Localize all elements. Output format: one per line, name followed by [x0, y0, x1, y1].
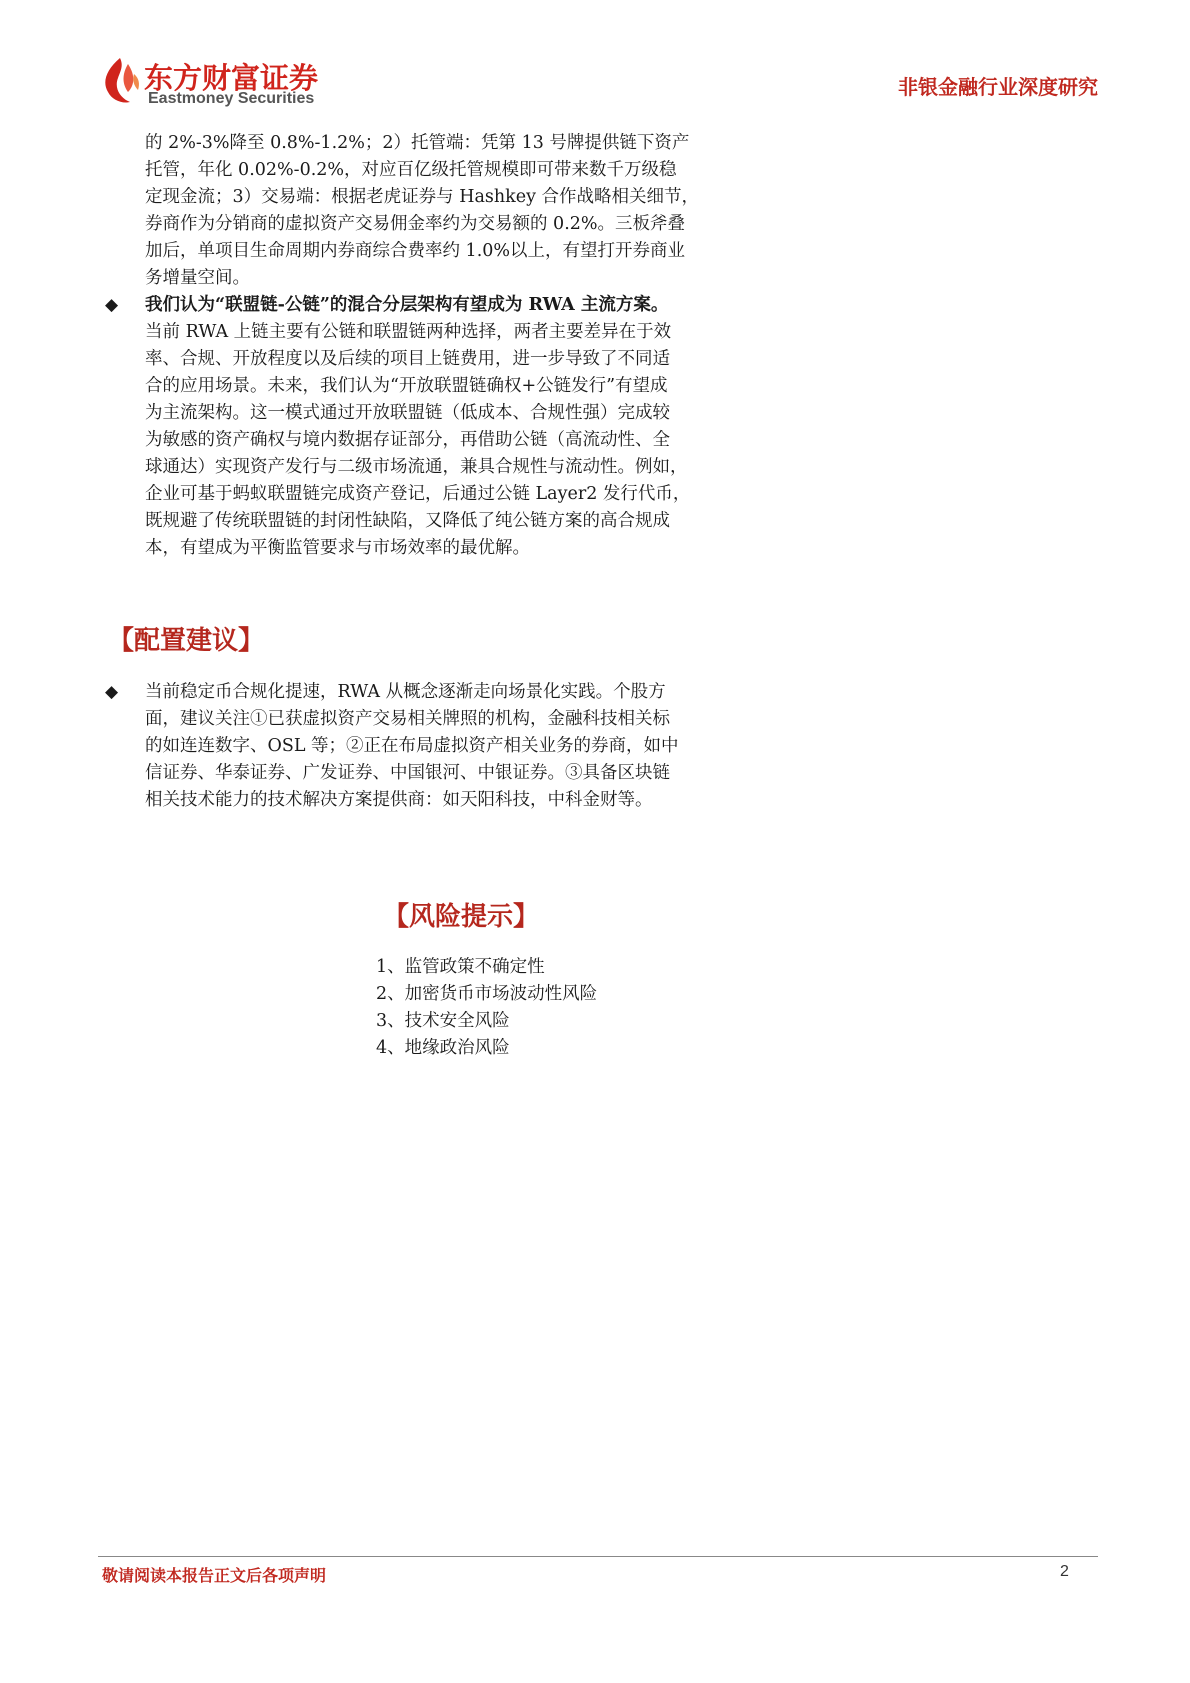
text-line: 当前 RWA 上链主要有公链和联盟链两种选择，两者主要差异在于效: [145, 322, 672, 342]
company-logo: [98, 54, 338, 110]
text-line: 率、合规、开放程度以及后续的项目上链费用，进一步导致了不同适: [145, 349, 670, 369]
text-line: 信证券、华泰证券、广发证券、中国银河、中银证券。③具备区块链: [145, 763, 670, 783]
flame-logo-icon: [98, 56, 142, 106]
bullet-heading: 我们认为“联盟链-公链”的混合分层架构有望成为 RWA 主流方案。: [145, 295, 669, 315]
text-line: 托管，年化 0.02%-0.2%，对应百亿级托管规模即可带来数千万级稳: [145, 160, 677, 180]
risk-list: [376, 954, 597, 1062]
main-content: [105, 130, 780, 562]
paragraph-architecture: [145, 319, 780, 562]
text-line: 券商作为分销商的虚拟资产交易佣金率约为交易额的 0.2%。三板斧叠: [145, 214, 686, 234]
text-line: 为主流架构。这一模式通过开放联盟链（低成本、合规性强）完成较: [145, 403, 670, 423]
diamond-bullet-icon: ◆: [105, 295, 119, 315]
text-line: 企业可基于蚂蚁联盟链完成资产登记，后通过公链 Layer2 发行代币，: [145, 484, 691, 504]
text-line: 合的应用场景。未来，我们认为“开放联盟链确权+公链发行”有望成: [145, 376, 668, 396]
text-line: 的 2%-3%降至 0.8%-1.2%；2）托管端：凭第 13 号牌提供链下资产: [145, 133, 690, 153]
list-item: 3、技术安全风险: [376, 1011, 510, 1031]
footer-divider: [98, 1556, 1098, 1557]
paragraph-fee-analysis: [145, 130, 780, 292]
text-line: 球通达）实现资产发行与二级市场流通，兼具合规性与流动性。例如，: [145, 457, 688, 477]
text-line: 本，有望成为平衡监管要求与市场效率的最优解。: [145, 538, 530, 558]
section-title-risk: 【风险提示】: [383, 902, 540, 932]
text-line: 务增量空间。: [145, 268, 250, 288]
page-number: 2: [1060, 1563, 1069, 1580]
allocation-content: [105, 679, 780, 814]
list-item: 2、加密货币市场波动性风险: [376, 984, 598, 1004]
report-category: 非银金融行业深度研究: [898, 75, 1098, 99]
list-item: 1、监管政策不确定性: [376, 957, 545, 977]
logo-english-name: Eastmoney Securities: [148, 90, 315, 107]
text-line: 既规避了传统联盟链的封闭性缺陷，又降低了纯公链方案的高合规成: [145, 511, 670, 531]
footer-disclaimer: 敬请阅读本报告正文后各项声明: [102, 1566, 327, 1585]
bullet-hybrid-architecture: [105, 292, 780, 319]
text-line: 当前稳定币合规化提速，RWA 从概念逐渐走向场景化实践。个股方: [145, 682, 666, 702]
diamond-bullet-icon: ◆: [105, 682, 119, 702]
text-line: 为敏感的资产确权与境内数据存证部分，再借助公链（高流动性、全: [145, 430, 670, 450]
section-title-allocation: 【配置建议】: [108, 626, 265, 656]
text-line: 定现金流；3）交易端：根据老虎证券与 Hashkey 合作战略相关细节，: [145, 187, 700, 207]
bullet-allocation: [105, 679, 780, 814]
text-line: 相关技术能力的技术解决方案提供商：如天阳科技，中科金财等。: [145, 790, 653, 810]
text-line: 加后，单项目生命周期内券商综合费率约 1.0%以上，有望打开券商业: [145, 241, 686, 261]
text-line: 的如连连数字、OSL 等；②正在布局虚拟资产相关业务的券商，如中: [145, 736, 679, 756]
logo-chinese-name: 东方财富证券: [144, 61, 319, 95]
list-item: 4、地缘政治风险: [376, 1038, 510, 1058]
text-line: 面，建议关注①已获虚拟资产交易相关牌照的机构，金融科技相关标: [145, 709, 670, 729]
